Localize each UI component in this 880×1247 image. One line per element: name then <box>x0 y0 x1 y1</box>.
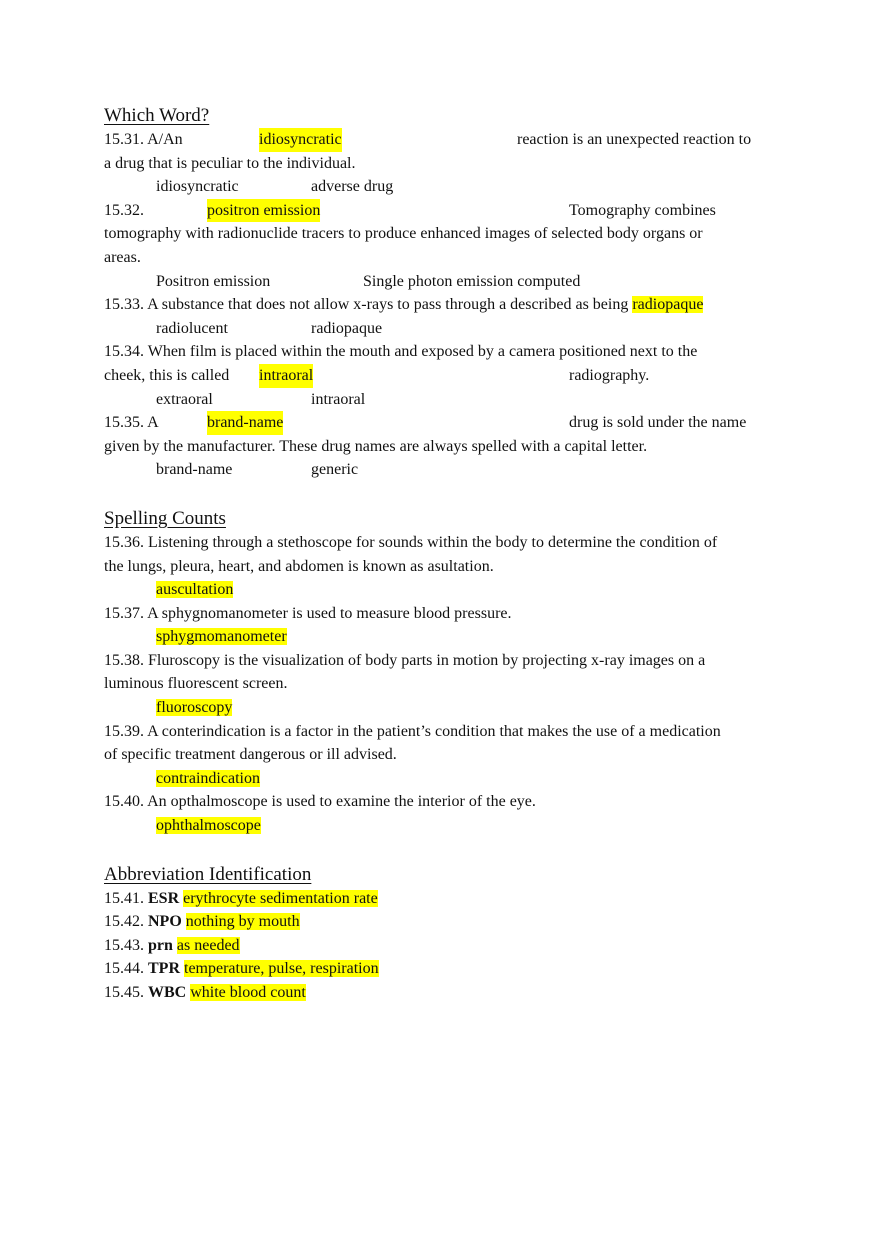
abbrev-number: 15.41. <box>104 889 144 907</box>
q36-answer: auscultation <box>156 581 234 599</box>
q34-line2 <box>104 364 784 388</box>
q40-answer: ophthalmoscope <box>156 817 261 835</box>
q33-options <box>104 317 784 341</box>
abbrev-answer: as needed <box>176 936 240 954</box>
q36-line1: 15.36. Listening through a stethoscope for sounds within the body to determine the condition of <box>104 533 718 551</box>
abbrev-number: 15.42. <box>104 913 144 931</box>
q36-answer-row <box>104 578 784 602</box>
section-heading-abbreviation: Abbreviation Identification <box>104 863 312 885</box>
q39-line2: of specific treatment dangerous or ill advised. <box>104 746 397 764</box>
abbrev-item-41 <box>104 887 784 911</box>
q35-line2: given by the manufacturer. These drug names are always spelled with a capital letter. <box>104 437 648 455</box>
q39-answer: contraindication <box>156 769 260 787</box>
q33-line1 <box>104 293 784 317</box>
abbrev-number: 15.44. <box>104 960 144 978</box>
q33-option-2: radiopaque <box>311 319 383 337</box>
abbrev-answer: nothing by mouth <box>185 913 300 931</box>
q39-line1: 15.39. A conterindication is a factor in the patient’s condition that makes the use of a medication <box>104 722 721 740</box>
section-heading-spelling: Spelling Counts <box>104 507 226 529</box>
abbrev-number: 15.45. <box>104 984 144 1001</box>
q35-answer: brand-name <box>207 411 283 435</box>
q34-lead: cheek, this is called <box>104 366 230 384</box>
abbrev-term: TPR <box>148 960 180 978</box>
q37-line1: 15.37. A sphygnomanometer is used to measure blood pressure. <box>104 604 512 622</box>
abbrev-item-45 <box>104 981 784 1005</box>
abbrev-item-44 <box>104 957 784 981</box>
q34-line1: 15.34. When film is placed within the mouth and exposed by a camera positioned next to the <box>104 343 698 361</box>
q37-answer: sphygmomanometer <box>156 628 287 646</box>
section-heading-which-word: Which Word? <box>104 105 210 126</box>
q32-line2: tomography with radionuclide tracers to produce enhanced images of selected body organs or <box>104 225 703 243</box>
q34-option-2: intraoral <box>311 390 366 408</box>
q40-line1: 15.40. An opthalmoscope is used to examine the interior of the eye. <box>104 793 536 811</box>
q32-answer: positron emission <box>207 199 320 223</box>
q32-option-2: Single photon emission computed <box>363 272 581 290</box>
q31-option-2: adverse drug <box>311 178 394 196</box>
q34-tail: radiography. <box>569 366 650 384</box>
q31-option-1: idiosyncratic <box>156 178 239 196</box>
q35-lead: 15.35. A <box>104 414 159 432</box>
abbrev-item-42 <box>104 910 784 934</box>
abbrev-term: NPO <box>148 913 182 931</box>
q35-options <box>104 458 784 482</box>
q31-answer: idiosyncratic <box>259 128 342 152</box>
q35-option-1: brand-name <box>156 461 233 479</box>
abbrev-item-43 <box>104 934 784 958</box>
q38-answer-row <box>104 696 784 720</box>
abbrev-number: 15.43. <box>104 936 144 954</box>
q31-line1 <box>104 128 784 152</box>
q31-line2: a drug that is peculiar to the individual. <box>104 154 356 172</box>
q36-line2: the lungs, pleura, heart, and abdomen is known as asultation. <box>104 557 494 575</box>
q35-line1 <box>104 411 784 435</box>
q32-tail: Tomography combines <box>569 201 716 219</box>
q32-line3: areas. <box>104 248 141 266</box>
q33-option-1: radiolucent <box>156 319 228 337</box>
abbrev-term: prn <box>148 936 173 954</box>
q38-line2: luminous fluorescent screen. <box>104 675 288 693</box>
q32-option-1: Positron emission <box>156 272 271 290</box>
q34-option-1: extraoral <box>156 390 213 408</box>
q32-options <box>104 270 784 294</box>
q32-lead: 15.32. <box>104 201 144 219</box>
q40-answer-row <box>104 814 784 838</box>
q31-lead: 15.31. A/An <box>104 131 183 148</box>
q38-line1: 15.38. Fluroscopy is the visualization of body parts in motion by projecting x-ray images on a <box>104 651 706 669</box>
q34-options <box>104 388 784 412</box>
abbrev-answer: erythrocyte sedimentation rate <box>183 889 378 907</box>
abbrev-term: WBC <box>148 984 187 1001</box>
q37-answer-row <box>104 625 784 649</box>
q33-lead: 15.33. A substance that does not allow x-rays to pass through a described as being <box>104 296 629 314</box>
q31-tail: reaction is an unexpected reaction to <box>517 131 752 148</box>
abbrev-answer: temperature, pulse, respiration <box>184 960 379 978</box>
q34-answer: intraoral <box>259 364 313 388</box>
q35-option-2: generic <box>311 461 359 479</box>
q35-tail: drug is sold under the name <box>569 414 747 432</box>
worksheet <box>104 104 784 1005</box>
q32-line1 <box>104 199 784 223</box>
q39-answer-row <box>104 767 784 791</box>
abbrev-answer: white blood count <box>190 984 306 1001</box>
q33-answer: radiopaque <box>632 296 704 314</box>
q31-options <box>104 175 784 199</box>
abbrev-term: ESR <box>148 889 180 907</box>
q38-answer: fluoroscopy <box>156 699 233 717</box>
